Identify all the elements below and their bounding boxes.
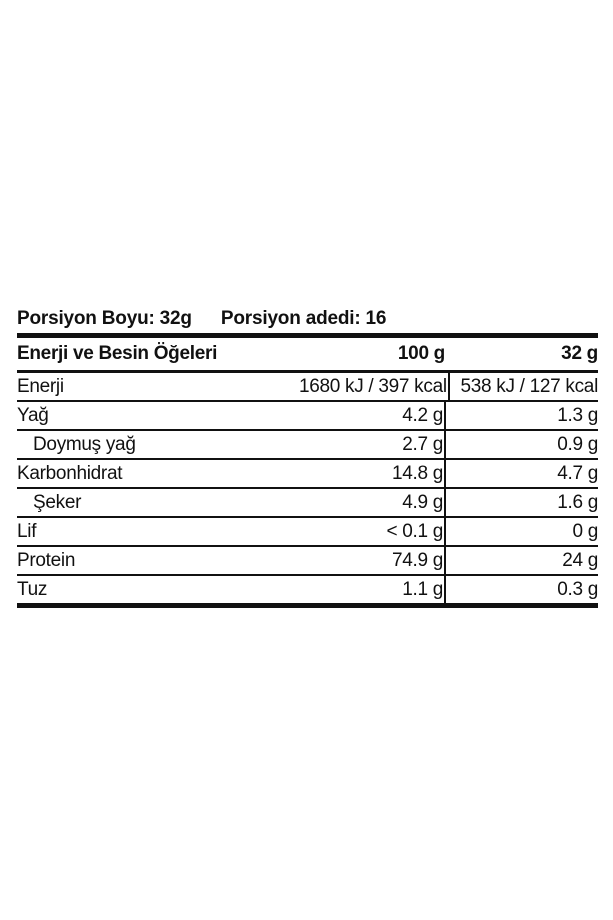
table-row-salt (17, 576, 598, 608)
value-per-100g: 4.9 g (299, 489, 446, 516)
header-per-100g: 100 g (397, 343, 445, 364)
table-row-saturated-fat (17, 431, 598, 460)
nutrient-name: Tuz (17, 578, 48, 600)
serving-size: Porsiyon Boyu: 32g (17, 308, 192, 329)
value-per-serving: 0.9 g (557, 433, 598, 455)
value-per-100g: < 0.1 g (299, 518, 446, 545)
value-per-serving: 1.3 g (557, 404, 598, 426)
nutrient-name: Doymuş yağ (33, 433, 136, 455)
nutrient-name: Şeker (33, 491, 82, 513)
header-per-serving: 32 g (561, 343, 598, 364)
nutrient-name: Protein (17, 549, 76, 571)
nutrient-name: Enerji (17, 375, 64, 397)
table-row-protein (17, 547, 598, 576)
value-per-serving: 4.7 g (557, 462, 598, 484)
value-per-serving: 0.3 g (557, 578, 598, 600)
table-row-fiber (17, 518, 598, 547)
table-header (17, 338, 598, 373)
nutrient-name: Yağ (17, 404, 49, 426)
serving-count: Porsiyon adedi: 16 (220, 308, 387, 329)
value-per-100g: 1.1 g (299, 576, 446, 603)
header-nutrient: Enerji ve Besin Öğeleri (17, 343, 218, 364)
nutrient-name: Karbonhidrat (17, 462, 123, 484)
value-per-serving: 1.6 g (557, 491, 598, 513)
value-per-100g: 1680 kJ / 397 kcal (299, 373, 450, 400)
table-row-fat (17, 402, 598, 431)
value-per-100g: 74.9 g (299, 547, 446, 574)
value-per-serving: 24 g (562, 549, 598, 571)
table-row-carbohydrate (17, 460, 598, 489)
serving-info (17, 305, 598, 333)
nutrient-name: Lif (17, 520, 37, 542)
table-row-energy (17, 373, 598, 402)
value-per-100g: 2.7 g (299, 431, 446, 458)
value-per-100g: 14.8 g (299, 460, 446, 487)
nutrition-label (17, 305, 598, 608)
table-row-sugar (17, 489, 598, 518)
value-per-serving: 538 kJ / 127 kcal (460, 375, 598, 397)
value-per-100g: 4.2 g (299, 402, 446, 429)
value-per-serving: 0 g (572, 520, 598, 542)
